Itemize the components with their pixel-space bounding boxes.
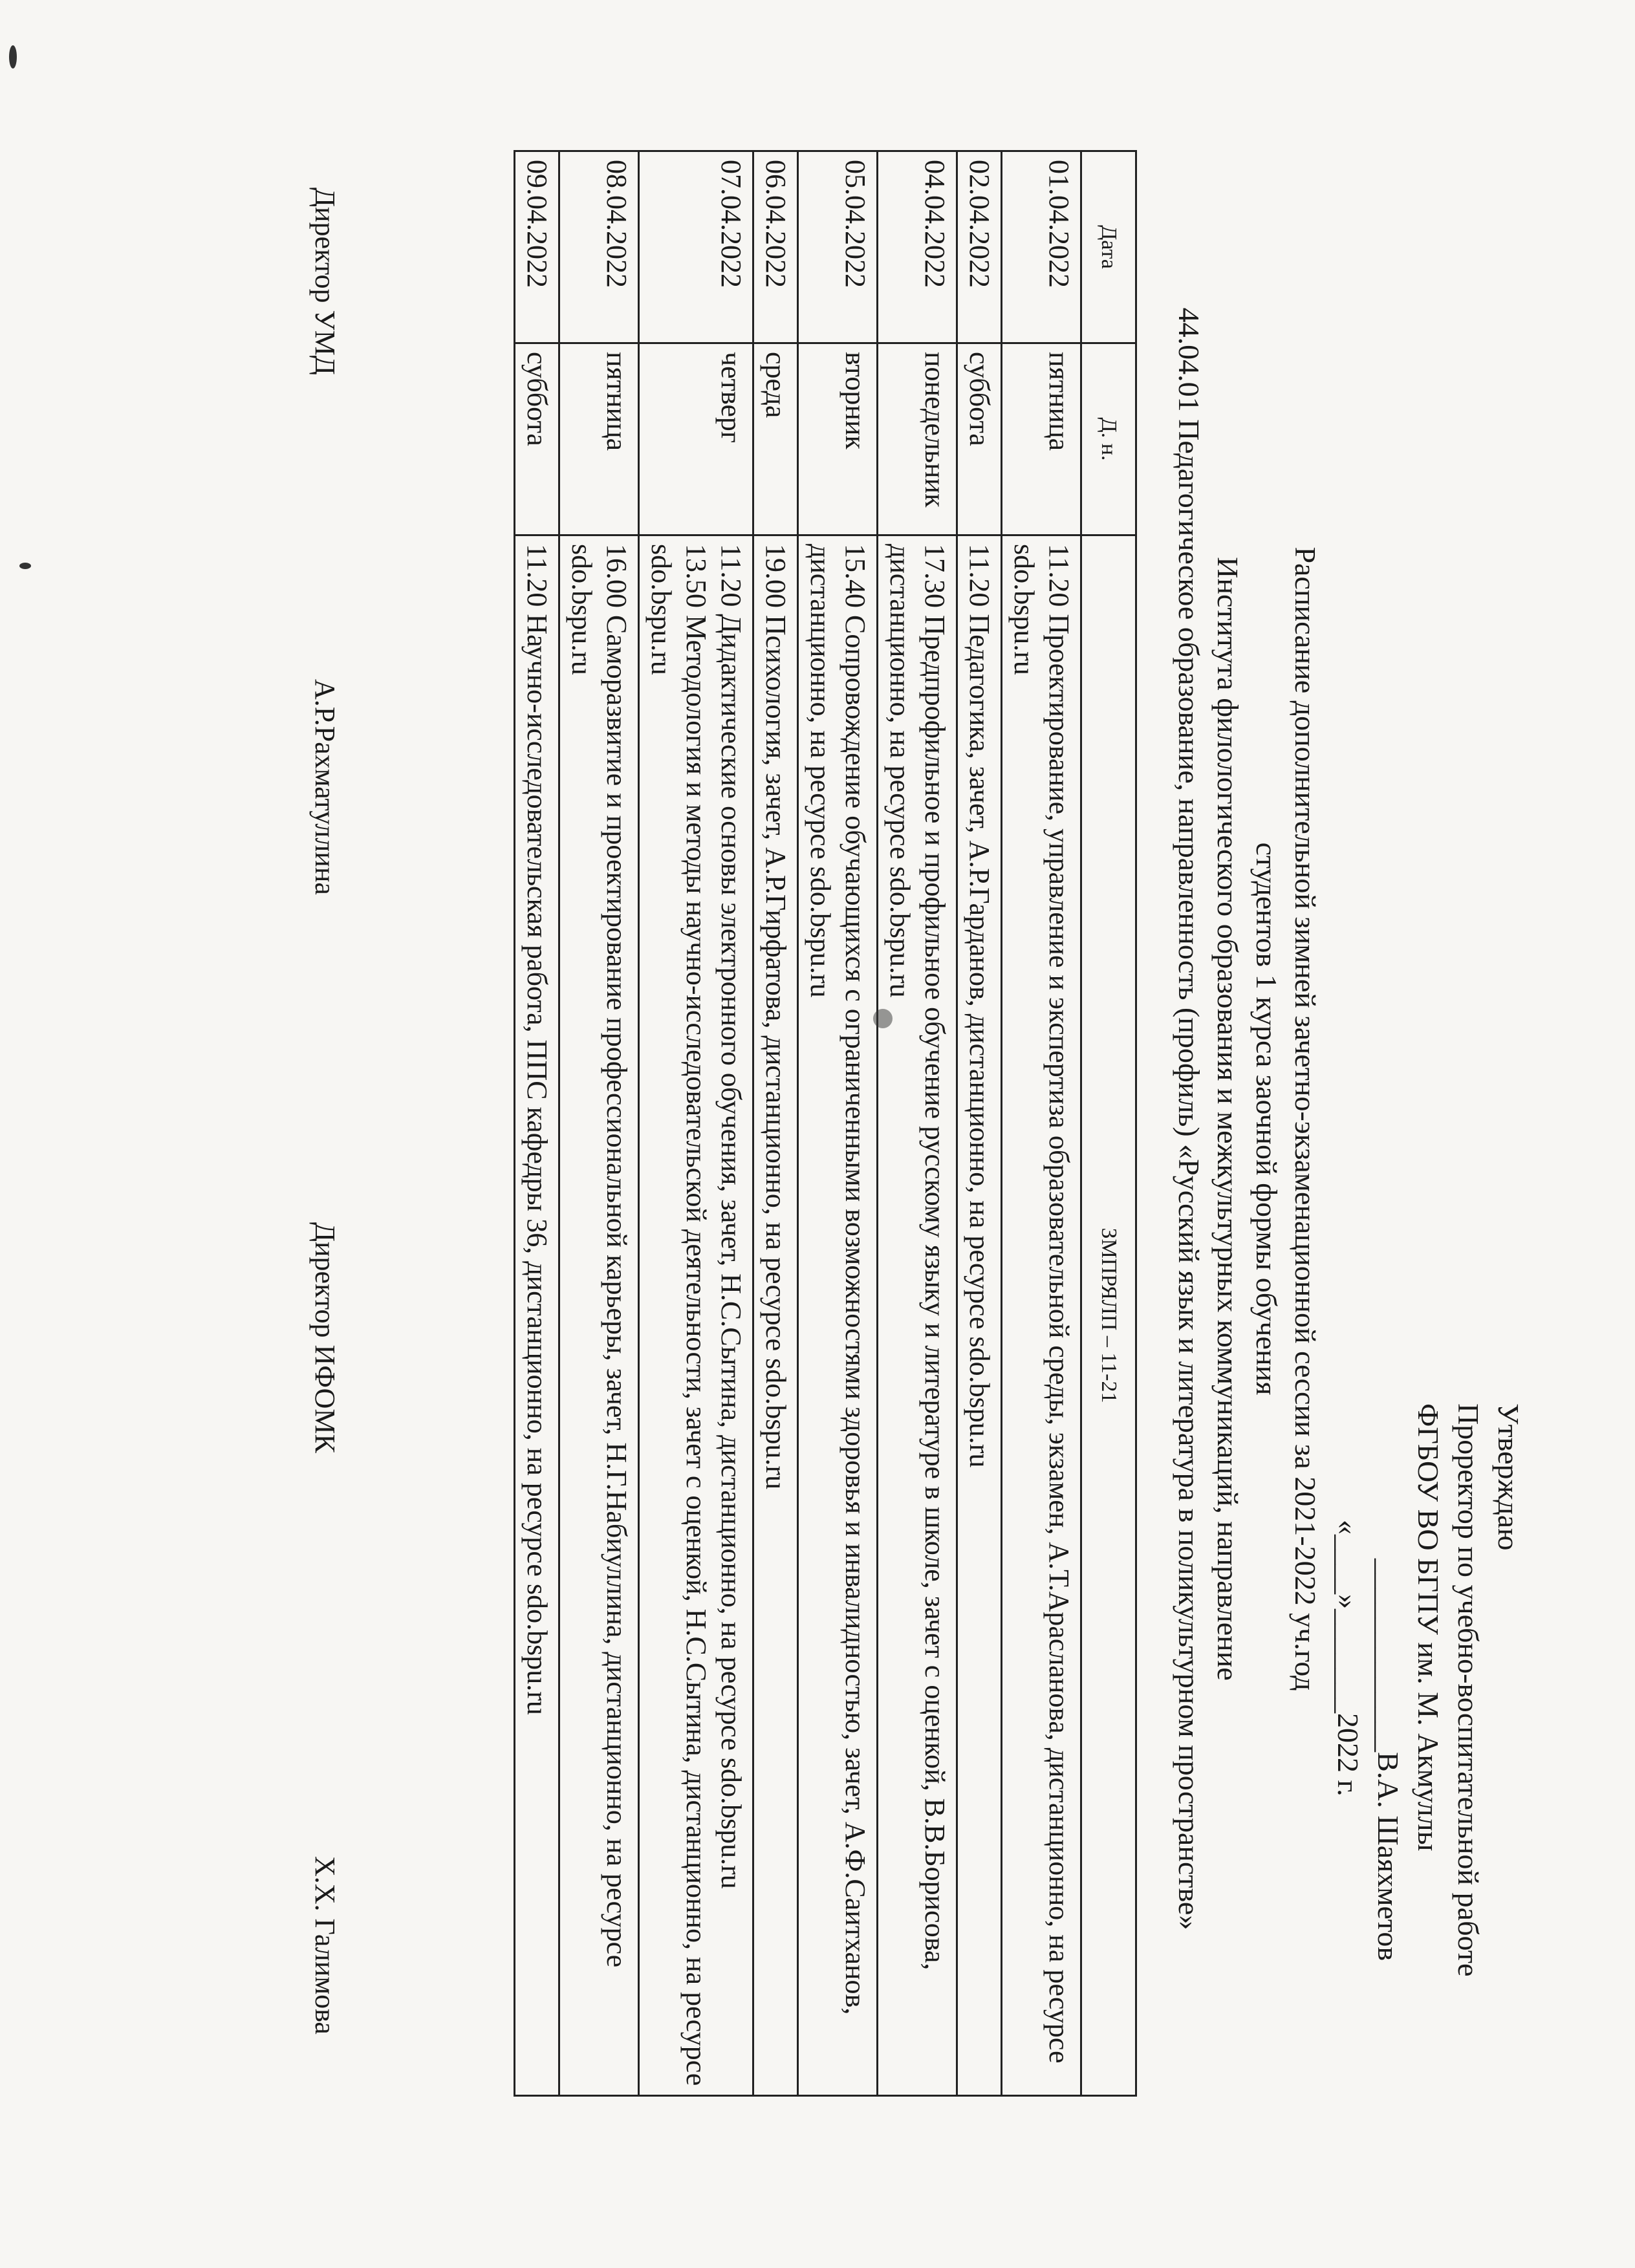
scan-speck [9, 45, 17, 69]
scan-speck [873, 1009, 893, 1028]
event-entry: 16.00 Саморазвитие и проектирование профессиональной карьеры, зачет, Н.Г.Набиуллина, дистанционно, на ресурсе sdo.bspu.ru [566, 544, 633, 1968]
row-weekday: понедельник [878, 343, 957, 535]
event-entry: 11.20 Проектирование, управление и экспертиза образовательной среды, экзамен, А.Т.Араслановa, дистанционно, на ресурсе sdo.bspu.ru [1008, 544, 1075, 2064]
row-events [515, 535, 559, 2096]
header-group: ЗМПРЯЛП – 11-21 [1081, 535, 1136, 2096]
table-row [559, 151, 639, 2096]
row-events [1002, 535, 1081, 2096]
scan-speck [19, 563, 31, 569]
row-weekday: среда [753, 343, 798, 535]
header-day: Д. н. [1081, 343, 1136, 535]
event-entry: 15.40 Сопровождение обучающихся с ограниченными возможностями здоровья и инвалидностью, зачет, А.Ф.Саитханов, дистанционно, на ресурсе sdo.bspu.ru [805, 544, 871, 2015]
row-weekday: вторник [798, 343, 878, 535]
title-line4: 44.04.01 Педагогическое образование, направленность (профиль) «Русский язык и литература в поликультурном пространстве» [1173, 307, 1206, 1930]
ifomk-director-title: Директор ИФОМК [309, 1222, 341, 1453]
row-weekday: пятница [559, 343, 639, 535]
event-entry: 17.30 Предпрофильное и профильное обучение русскому языку и литературе в школе, зачет с оценкой, В.В.Борисова, дистанционно, на ресурсе sdo.bspu.ru [884, 544, 951, 1971]
row-events [798, 535, 878, 2096]
schedule-table [514, 150, 1137, 2097]
row-events [878, 535, 957, 2096]
row-date: 04.04.2022 [878, 151, 957, 343]
umd-director-title: Директор УМД [309, 188, 341, 375]
row-events [639, 535, 753, 2096]
row-date: 08.04.2022 [559, 151, 639, 343]
event-entry: 11.20 Педагогика, зачет, А.Р.Гарданов, дистанционно, на ресурсе sdo.bspu.ru [964, 544, 995, 1468]
title-line3: Института филологического образования и межкультурных коммуникаций, направление [1211, 557, 1244, 1681]
document-title [1169, 149, 1325, 2089]
row-weekday: четверг [639, 343, 753, 535]
umd-director-name: А.Р.Рахматуллина [309, 679, 341, 895]
approval-label: Утверждаю [1492, 1403, 1525, 1551]
row-weekday: пятница [1002, 343, 1081, 535]
title-line1: Расписание дополнительной зимней зачетно-экзаменационной сессии за 2021-2022 уч.год [1289, 546, 1322, 1691]
row-date: 06.04.2022 [753, 151, 798, 343]
schedule-body [515, 151, 1081, 2096]
table-row [515, 151, 559, 2096]
title-line2: студентов 1 курса заочной формы обучения [1250, 842, 1283, 1396]
row-date: 07.04.2022 [639, 151, 753, 343]
header-date: Дата [1081, 151, 1136, 343]
row-date: 09.04.2022 [515, 151, 559, 343]
event-entry: 13.50 Методология и методы научно-исследовательской деятельности, зачет с оценкой, Н.С.Сытина, дистанционно, на ресурсе sdo.bspu.ru [645, 544, 712, 2086]
approval-block [1328, 1403, 1528, 2050]
ifomk-director-name: Х.Х. Галимова [309, 1856, 341, 2035]
row-weekday: суббота [957, 343, 1002, 535]
row-events [559, 535, 639, 2096]
table-row [798, 151, 878, 2096]
approval-position-line2: ФГБОУ ВО БГПУ им. М. Акмуллы [1412, 1403, 1445, 1852]
event-entry: 11.20 Дидактические основы электронного обучения, зачет, Н.С.Сытина, дистанционно, на ресурсе sdo.bspu.ru [715, 544, 747, 1889]
table-header-row [1081, 151, 1136, 2096]
table-row [1002, 151, 1081, 2096]
row-date: 05.04.2022 [798, 151, 878, 343]
row-events [753, 535, 798, 2096]
row-weekday: суббота [515, 343, 559, 535]
row-date: 02.04.2022 [957, 151, 1002, 343]
event-entry: 11.20 Научно-исследовательская работа, ППС кафедры 36, дистанционно, на ресурсе sdo.bspu.ru [521, 544, 553, 1715]
table-row [639, 151, 753, 2096]
event-entry: 19.00 Психология, зачет, А.Р.Гирфатова, дистанционно, на ресурсе sdo.bspu.ru [760, 544, 792, 1490]
approval-signature: _____________В.А. Шаяхметов [1372, 1559, 1405, 1961]
row-events [957, 535, 1002, 2096]
table-row [878, 151, 957, 2096]
table-row [957, 151, 1002, 2096]
approval-position-line1: Проректор по учебно-воспитательной работе [1452, 1403, 1485, 1977]
row-date: 01.04.2022 [1002, 151, 1081, 343]
table-row [753, 151, 798, 2096]
approval-date: «____»_______2022 г. [1332, 1520, 1365, 1797]
